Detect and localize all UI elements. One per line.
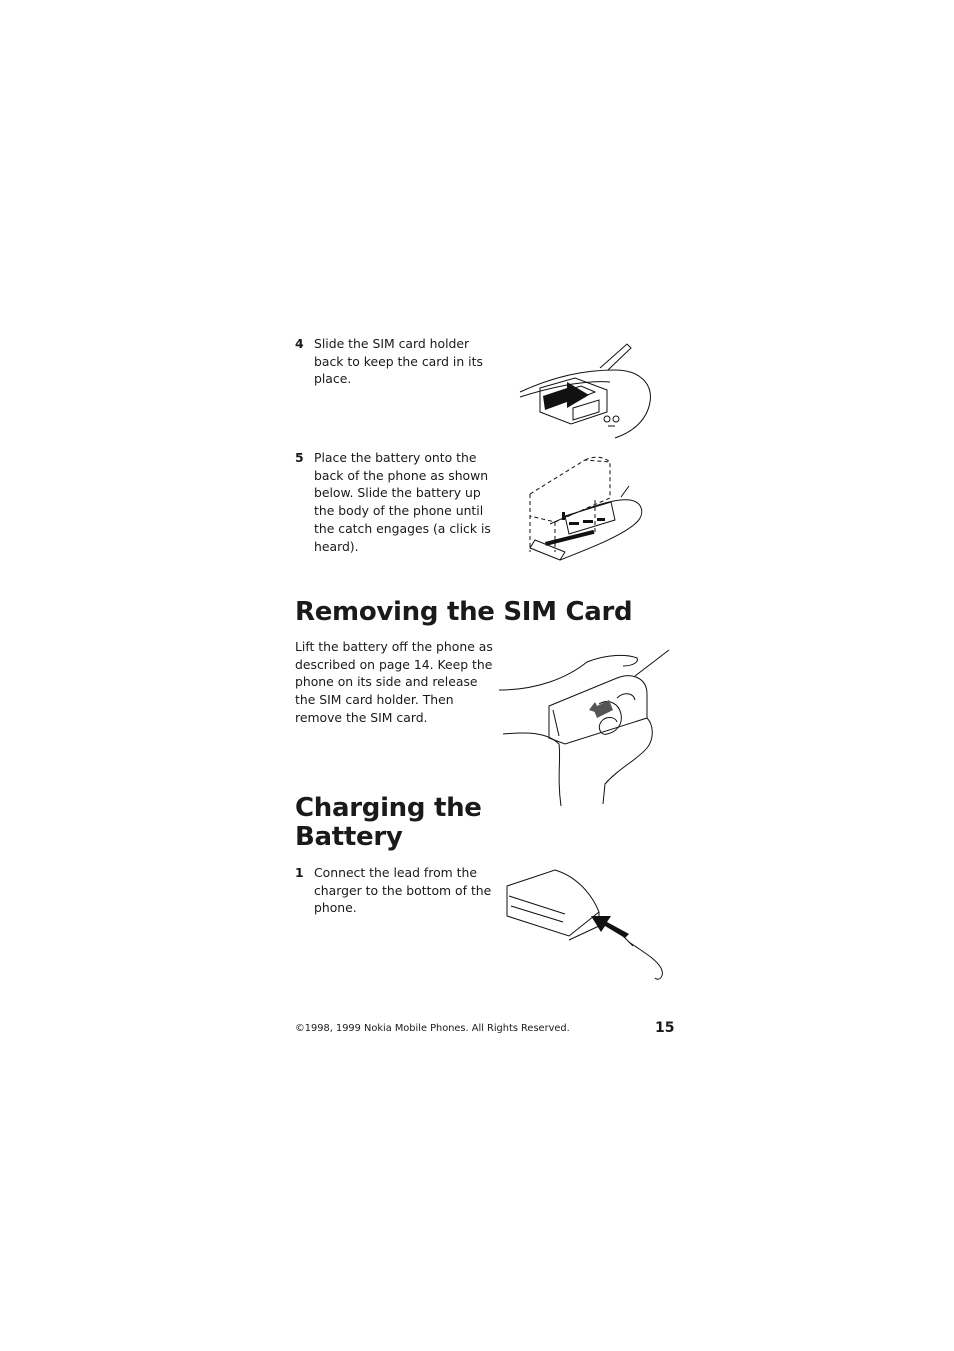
charger-connection-illustration — [505, 866, 667, 984]
remove-sim-hands-illustration — [497, 648, 675, 808]
sim-holder-slide-illustration — [515, 340, 665, 442]
step-text: Connect the lead from the charger to the bottom of the phone. — [314, 865, 492, 916]
step-number: 1 — [295, 865, 304, 880]
removing-sim-heading: Removing the SIM Card — [295, 597, 633, 627]
charging-step-1 — [295, 864, 495, 917]
battery-placement-illustration — [525, 452, 650, 564]
step-text: Place the battery onto the back of the phone as shown below. Slide the battery up the body of the phone until the catch engages (a click is heard). — [314, 450, 491, 554]
page-number: 15 — [655, 1020, 675, 1036]
removing-sim-body: Lift the battery off the phone as described on page 14. Keep the phone on its side and release the SIM card holder. Then remove the SIM card. — [295, 639, 493, 725]
step-number: 4 — [295, 336, 304, 351]
step-number: 5 — [295, 450, 304, 465]
step-4 — [295, 335, 495, 388]
charging-heading-line2: Battery — [295, 822, 403, 852]
charging-heading-line1: Charging the — [295, 793, 482, 823]
step-5 — [295, 449, 495, 555]
step-text: Slide the SIM card holder back to keep the card in its place. — [314, 336, 483, 387]
copyright-footer: ©1998, 1999 Nokia Mobile Phones. All Rights Reserved. — [295, 1023, 570, 1034]
